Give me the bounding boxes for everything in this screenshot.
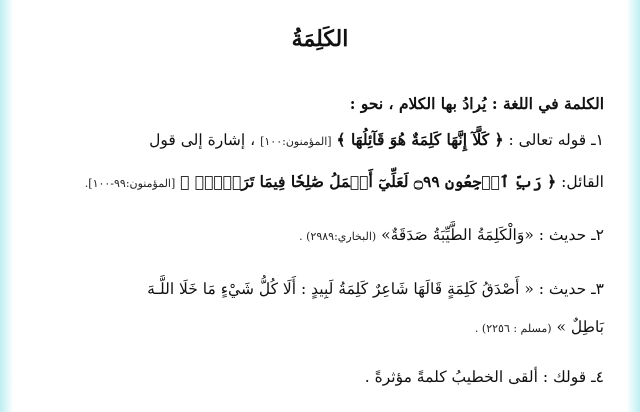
right-edge-decoration bbox=[626, 0, 640, 412]
quran-quote: ﴿ كَلَّآ إِنَّهَا كَلِمَةٌ هُوَ قَآئِلُهَا ﴾ bbox=[336, 130, 504, 149]
item-number: ٤ـ bbox=[591, 368, 604, 386]
item-number: ١ـ bbox=[591, 131, 604, 149]
item-lead: قوله تعالى : bbox=[508, 131, 587, 149]
quran-reference: [المؤمنون:٩٩-١٠٠]. bbox=[84, 177, 176, 190]
hadith-quote-continued: بَاطِلٌ » bbox=[556, 318, 604, 336]
item-lead: القائل: bbox=[561, 173, 604, 191]
item-number: ٢ـ bbox=[591, 226, 604, 244]
quran-quote: ﴿ رَبِّ ٱرۡجِعُونِ ۝٩٩ لَعَلِّيٓ أَعۡمَلُ صَٰلِحٗا فِيمَا تَرَكۡتُۚ ﴾ bbox=[180, 172, 557, 191]
item-3-line-2 bbox=[36, 318, 604, 336]
item-4-line bbox=[36, 368, 604, 386]
quran-reference: [المؤمنون:١٠٠] bbox=[260, 135, 332, 148]
hadith-quote: «وَالْكَلِمَةُ الطَّيِّبَةُ صَدَقَةٌ» bbox=[381, 226, 534, 244]
item-1-line-1 bbox=[36, 130, 604, 149]
item-number: ٣ـ bbox=[591, 280, 604, 298]
item-1-line-2 bbox=[36, 172, 604, 191]
hadith-reference: (مسلم : ٢٢٥٦) . bbox=[474, 322, 552, 335]
example-sentence: ألقى الخطيبُ كلمةً مؤثرةً . bbox=[364, 368, 538, 386]
hadith-quote: « أَصْدَقُ كَلِمَةٍ قَالَهَا شَاعِرٌ كَلِمَةُ لَبِيدٍ : أَلَا كُلُّ شَيْءٍ مَا خَلَا اللَّـهَ bbox=[147, 280, 534, 298]
left-edge-decoration bbox=[0, 0, 14, 412]
item-lead: حديث : bbox=[538, 226, 587, 244]
item-lead: حديث : bbox=[538, 280, 587, 298]
item-lead: قولك : bbox=[542, 368, 587, 386]
item-2-line bbox=[36, 226, 604, 244]
document-page bbox=[24, 0, 616, 412]
page-title: الكَلِمَةُ bbox=[291, 26, 349, 52]
item-3-line-1 bbox=[36, 280, 604, 298]
hadith-reference: (البخاري:٢٩٨٩) . bbox=[299, 230, 377, 243]
item-tail: ، إشارة إلى قول bbox=[149, 131, 256, 149]
intro-line: الكلمة في اللغة : يُرادُ بها الكلام ، نحو : bbox=[349, 94, 604, 113]
